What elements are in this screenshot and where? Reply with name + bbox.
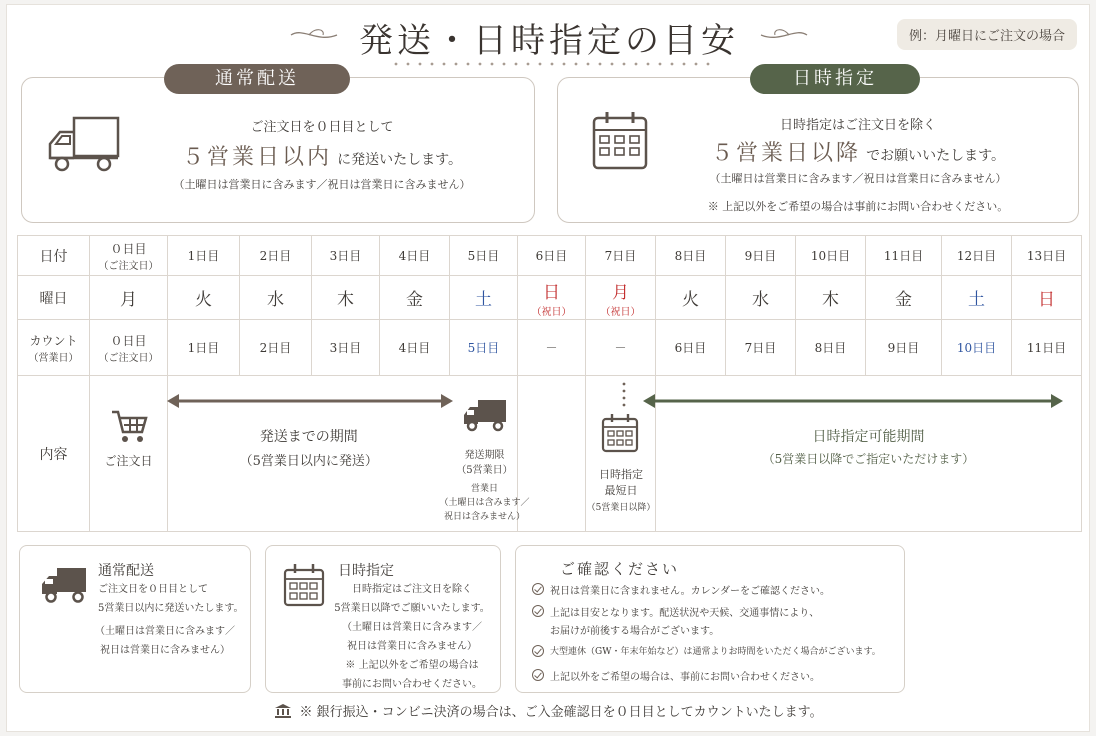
bottom-normal-line: 5営業日以内に発送いたします。 xyxy=(98,603,244,614)
weekday-cell: 火 xyxy=(656,276,726,320)
bottom-normal-note xyxy=(80,622,250,660)
count-cell: 5日目 xyxy=(450,320,518,376)
confirm-item xyxy=(532,604,819,619)
weekday-cell: 水 xyxy=(726,276,796,320)
bottom-date-line: （土曜日は営業日に含みます／ xyxy=(342,622,482,633)
confirm-item-text: 祝日は営業日に含まれません。カレンダーをご確認ください。 xyxy=(550,586,830,597)
weekday-cell: 月 xyxy=(90,276,168,320)
date-cell: 13日目 xyxy=(1012,236,1082,276)
count-cell: 8日目 xyxy=(796,320,866,376)
confirm-item-text: 上記以外をご希望の場合は、事前にお問い合わせください。 xyxy=(550,672,820,683)
check-circle-icon xyxy=(532,583,544,595)
example-badge: 例：月曜日にご注文の場合 xyxy=(897,19,1077,50)
calendar-icon xyxy=(282,562,326,608)
confirm-item-text: 大型連休（GW・年末年始など）は通常よりお時間をいただく場合がございます。 xyxy=(550,647,881,657)
date-line2 xyxy=(668,136,1048,167)
date-period-sub: （5営業日以降でご指定いただけます） xyxy=(762,452,975,466)
confirm-title: ご確認ください xyxy=(560,560,680,578)
count-row xyxy=(18,320,1082,376)
count-cell: 2日目 xyxy=(240,320,312,376)
count-cell: 1日目 xyxy=(168,320,240,376)
ship-period-sub: （5営業日以内に発送） xyxy=(239,454,378,469)
date-cell: 2日目 xyxy=(240,236,312,276)
count-cell: 10日目 xyxy=(942,320,1012,376)
date-line4: ※ 上記以外をご希望の場合は事前にお問い合わせください。 xyxy=(707,200,1009,213)
footer-note xyxy=(7,701,1091,720)
cart-icon xyxy=(110,408,148,444)
footer-text: ※ 銀行振込・コンビニ決済の場合は、ご入金確認日を０日目としてカウントいたします。 xyxy=(299,705,823,720)
ornament-right-icon xyxy=(759,23,809,47)
bottom-normal-box xyxy=(19,545,251,693)
normal-line2 xyxy=(132,140,512,171)
date-period-arrow xyxy=(643,393,1063,409)
page-title: 発送・日時指定の目安 xyxy=(359,21,739,61)
weekday-cell: 日 xyxy=(1012,276,1082,320)
count-cell: 3日目 xyxy=(312,320,380,376)
bottom-date-text xyxy=(326,580,498,694)
date-cell: 9日目 xyxy=(726,236,796,276)
count-cell: － xyxy=(586,320,656,376)
date-cell: 6日目 xyxy=(518,236,586,276)
normal-line1: ご注文日を０日目として xyxy=(250,120,394,135)
date-cell: 1日目 xyxy=(168,236,240,276)
date-cell: 12日目 xyxy=(942,236,1012,276)
bottom-date-line: 5営業日以降でご願いいたします。 xyxy=(334,603,490,614)
weekday-cell: 土 xyxy=(450,276,518,320)
bank-icon xyxy=(275,704,291,718)
order-day-label: ご注文日 xyxy=(104,454,153,468)
page xyxy=(6,4,1090,732)
ship-note-1: 営業日 xyxy=(470,484,498,494)
truck-icon xyxy=(40,566,88,604)
date-designation-box xyxy=(557,68,1079,223)
date-period-title: 日時指定可能期間 xyxy=(812,429,925,445)
count-cell: 4日目 xyxy=(380,320,450,376)
calendar-icon xyxy=(590,108,650,172)
date-cell: 8日目 xyxy=(656,236,726,276)
confirm-box xyxy=(515,545,905,693)
date-designation-label: 日時指定 xyxy=(750,64,920,94)
bottom-normal-line: 祝日は営業日に含みません） xyxy=(100,645,230,656)
date-row xyxy=(18,236,1082,276)
date-line2-rest: でお願いいたします。 xyxy=(866,148,1005,164)
schedule-table xyxy=(17,235,1082,532)
count-cell: 6日目 xyxy=(656,320,726,376)
weekday-cell: 火 xyxy=(168,276,240,320)
confirm-item-text: お届けが前後する場合がございます。 xyxy=(550,626,720,637)
earliest-label-1: 日時指定 xyxy=(599,468,643,481)
confirm-item xyxy=(532,644,881,657)
confirm-item xyxy=(532,668,820,683)
confirm-item-continued xyxy=(550,622,719,637)
count-cell: 9日目 xyxy=(866,320,942,376)
check-circle-icon xyxy=(532,645,544,657)
count-cell: 11日目 xyxy=(1012,320,1082,376)
date-cell: 10日目 xyxy=(796,236,866,276)
order-day-cell xyxy=(90,376,168,532)
date-cell: 5日目 xyxy=(450,236,518,276)
date-row-label: 日付 xyxy=(18,236,90,276)
ship-deadline-sub: （5営業日） xyxy=(456,465,513,476)
count-cell: ０日目 （ご注文日） xyxy=(90,320,168,376)
date-cell: 11日目 xyxy=(866,236,942,276)
truck-icon xyxy=(44,114,122,176)
weekday-cell: 木 xyxy=(312,276,380,320)
normal-line3: （土曜日は営業日に含みます／祝日は営業日に含みません） xyxy=(173,178,471,191)
bottom-normal-text xyxy=(98,580,248,618)
weekday-row xyxy=(18,276,1082,320)
ship-note-3: 祝日は含みません） xyxy=(443,512,525,522)
weekday-cell: 土 xyxy=(942,276,1012,320)
calendar-icon xyxy=(600,412,640,454)
ship-period-arrow xyxy=(167,393,453,409)
count-cell: － xyxy=(518,320,586,376)
check-circle-icon xyxy=(532,669,544,681)
bottom-date-line: 事前にお問い合わせください。 xyxy=(342,679,482,690)
bottom-normal-line: （土曜日は営業日に含みます／ xyxy=(95,626,235,637)
count-cell: 7日目 xyxy=(726,320,796,376)
date-cell: 4日目 xyxy=(380,236,450,276)
truck-icon xyxy=(462,398,508,432)
normal-line2-big: ５営業日以内 xyxy=(182,145,333,170)
content-row-label: 内容 xyxy=(18,376,90,532)
weekday-cell: 金 xyxy=(866,276,942,320)
weekday-cell: 水 xyxy=(240,276,312,320)
confirm-item xyxy=(532,582,830,597)
weekday-cell: 金 xyxy=(380,276,450,320)
dot-divider xyxy=(391,61,711,67)
bottom-date-line: 日時指定はご注文日を除く xyxy=(352,584,472,595)
ship-period-title: 発送までの期間 xyxy=(259,429,358,445)
weekday-row-label: 曜日 xyxy=(18,276,90,320)
confirm-item-text: 上記は目安となります。配送状況や天候、交通事情により、 xyxy=(550,608,820,619)
earliest-label-3: （5営業日以降） xyxy=(586,503,656,513)
bottom-date-line: 祝日は営業日に含みません） xyxy=(347,641,477,652)
bottom-date-box xyxy=(265,545,501,693)
bottom-date-line: ※ 上記以外をご希望の場合は xyxy=(345,660,479,671)
ship-deadline-label: 発送期限 xyxy=(464,450,505,461)
bottom-date-title: 日時指定 xyxy=(338,563,394,579)
ship-deadline-cell xyxy=(439,376,530,532)
normal-shipping-box xyxy=(21,68,535,223)
weekday-cell-holiday: 日 （祝日） xyxy=(518,276,586,320)
date-line3: （土曜日は営業日に含みます／祝日は営業日に含みません） xyxy=(709,172,1007,185)
weekday-cell-holiday: 月 （祝日） xyxy=(586,276,656,320)
count-row-label: カウント （営業日） xyxy=(18,320,90,376)
earliest-dotted-line xyxy=(621,381,627,411)
ship-note-2: （土曜日は含みます／ xyxy=(439,498,530,508)
bottom-normal-line: ご注文日を０日目として xyxy=(98,584,208,595)
check-circle-icon xyxy=(532,605,544,617)
normal-line2-rest: に発送いたします。 xyxy=(337,152,462,168)
normal-shipping-label: 通常配送 xyxy=(164,64,350,94)
earliest-label-2: 最短日 xyxy=(604,484,638,497)
date-cell: 7日目 xyxy=(586,236,656,276)
date-line1: 日時指定はご注文日を除く xyxy=(779,118,936,133)
bottom-normal-title: 通常配送 xyxy=(98,563,154,579)
weekday-cell: 木 xyxy=(796,276,866,320)
date-cell: ０日目 （ご注文日） xyxy=(90,236,168,276)
date-line2-big: ５営業日以降 xyxy=(711,141,862,166)
date-cell: 3日目 xyxy=(312,236,380,276)
